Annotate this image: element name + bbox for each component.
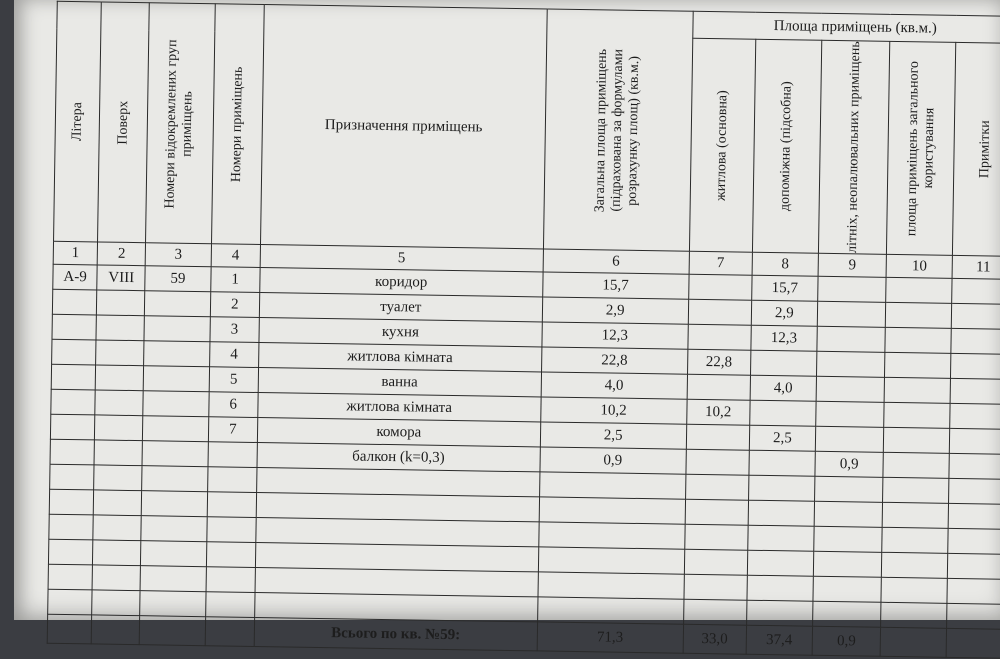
cell-notes	[951, 353, 1000, 379]
empty-cell	[141, 516, 207, 542]
total-notes-value	[946, 628, 1000, 658]
column-number: 7	[689, 251, 753, 275]
cell-notes	[950, 403, 1000, 429]
cell-notes	[952, 278, 1000, 304]
cell-notes	[949, 428, 1000, 454]
cell-living-area	[686, 424, 750, 450]
empty-cell	[947, 578, 1000, 604]
empty-cell	[948, 528, 1000, 554]
cell-living-area	[688, 274, 752, 300]
empty-cell	[537, 597, 683, 624]
empty-cell	[882, 502, 948, 528]
empty-cell	[748, 525, 814, 551]
cell-notes	[949, 453, 1000, 479]
cell-floor	[96, 315, 144, 341]
cell-living-area	[688, 299, 752, 325]
total-aux-value: 37,4	[746, 625, 812, 655]
empty-cell	[206, 542, 255, 568]
empty-cell	[48, 564, 93, 590]
empty-cell	[539, 472, 685, 499]
empty-cell	[94, 490, 142, 516]
empty-cell	[747, 575, 813, 601]
empty-cell	[812, 601, 881, 627]
total-label: Всього по кв. №59:	[254, 617, 537, 650]
column-number: 10	[886, 254, 952, 278]
cell-floor: VIII	[97, 265, 145, 291]
empty-cell	[92, 565, 140, 591]
cell-summer-area: 0,9	[815, 451, 884, 477]
cell-room-number: 5	[209, 367, 258, 393]
cell-living-area	[688, 324, 752, 350]
cell-room-purpose: житлова кімната	[258, 342, 541, 371]
empty-cell	[141, 541, 207, 567]
empty-cell	[814, 526, 883, 552]
room-area-table	[47, 1, 1000, 659]
empty-cell	[684, 574, 748, 600]
header-summer: літніх, неопалювальних приміщень	[818, 40, 890, 254]
header-auxiliary: допоміжна (підсобна)	[752, 39, 821, 253]
cell-floor	[95, 390, 143, 416]
empty-cell	[813, 576, 882, 602]
empty-cell	[48, 539, 93, 565]
cell-total-area: 2,5	[540, 422, 686, 449]
cell-notes	[951, 303, 1000, 329]
cell-common-area	[883, 452, 949, 478]
empty-cell	[539, 522, 685, 549]
empty-cell	[539, 497, 685, 524]
empty-cell	[948, 553, 1000, 579]
cell-group	[144, 341, 210, 367]
cell-floor	[97, 290, 145, 316]
empty-cell	[207, 492, 256, 518]
cell-aux-area	[750, 350, 816, 376]
cell-aux-area: 2,9	[751, 300, 817, 326]
cell-floor	[95, 415, 143, 441]
empty-cell	[881, 602, 947, 628]
cell-room-number: 2	[210, 292, 259, 318]
table-body	[48, 264, 1000, 629]
cell-group	[142, 441, 208, 467]
empty-cell	[685, 499, 749, 525]
empty-cell	[142, 466, 208, 492]
empty-cell	[883, 477, 949, 503]
cell-aux-area	[750, 400, 816, 426]
header-litera: Літера	[54, 1, 102, 242]
column-number: 11	[952, 255, 1000, 279]
cell-group	[144, 366, 210, 392]
column-number: 1	[53, 241, 98, 265]
empty-cell	[949, 478, 1000, 504]
cell-common-area	[885, 352, 951, 378]
cell-total-area: 15,7	[542, 272, 688, 299]
empty-cell	[814, 476, 883, 502]
cell-common-area	[886, 277, 952, 303]
header-room-numbers: Номери приміщень	[211, 4, 264, 245]
column-number: 8	[752, 252, 818, 276]
cell-living-area	[687, 374, 751, 400]
cell-summer-area	[816, 376, 885, 402]
empty-cell	[748, 475, 814, 501]
cell-room-purpose: ванна	[258, 367, 541, 396]
total-summer-value: 0,9	[812, 626, 881, 656]
empty-cell	[747, 550, 813, 576]
empty-cell	[93, 515, 141, 541]
cell-living-area	[686, 449, 750, 475]
cell-room-purpose: балкон (k=0,3)	[257, 442, 540, 471]
empty-cell	[206, 567, 255, 593]
empty-cell	[538, 572, 684, 599]
cell-room-number: 1	[210, 267, 259, 293]
column-number: 4	[211, 244, 260, 268]
empty-cell	[92, 590, 140, 616]
cell-room-number: 6	[209, 392, 258, 418]
empty-cell	[683, 599, 747, 625]
empty-cell	[48, 589, 93, 615]
cell-litera	[50, 414, 95, 440]
empty-cell	[748, 500, 814, 526]
cell-summer-area	[818, 276, 887, 302]
document-paper	[14, 0, 1000, 649]
cell-room-purpose: комора	[257, 417, 540, 446]
cell-floor	[94, 440, 142, 466]
cell-summer-area	[816, 401, 885, 427]
empty-cell	[207, 517, 256, 543]
header-total-area: Загальна площа приміщень (підрахована за формулами розрахунку площ) (кв.м.)	[543, 9, 693, 251]
empty-cell	[94, 465, 142, 491]
header-groups: Номери відокремлених груп приміщень	[146, 3, 215, 244]
empty-cell	[140, 591, 206, 617]
cell-aux-area: 2,5	[749, 425, 815, 451]
cell-room-purpose: туалет	[259, 293, 542, 322]
empty-cell	[814, 501, 883, 527]
cell-litera	[51, 364, 96, 390]
empty-cell	[207, 467, 256, 493]
cell-total-area: 12,3	[542, 322, 688, 349]
empty-cell	[684, 524, 748, 550]
empty-cell	[948, 503, 1000, 529]
cell-group	[143, 416, 209, 442]
empty-cell	[746, 600, 812, 626]
cell-common-area	[884, 402, 950, 428]
cell-litera	[50, 439, 95, 465]
cell-summer-area	[817, 326, 886, 352]
cell-common-area	[885, 327, 951, 353]
cell-aux-area: 12,3	[751, 325, 817, 351]
total-common-value	[880, 627, 946, 657]
total-area-value: 71,3	[537, 622, 683, 653]
empty-cell	[538, 547, 684, 574]
cell-aux-area	[749, 450, 815, 476]
empty-cell	[947, 603, 1000, 629]
empty-cell	[205, 592, 254, 618]
column-number: 5	[260, 245, 543, 272]
cell-group	[143, 391, 209, 417]
cell-room-purpose: кухня	[259, 317, 542, 346]
cell-total-area: 4,0	[541, 372, 687, 399]
column-number: 9	[818, 253, 887, 277]
empty-cell	[882, 552, 948, 578]
empty-cell	[50, 464, 95, 490]
cell-litera: А-9	[53, 264, 98, 290]
header-notes: Примітки	[953, 42, 1000, 256]
column-number: 6	[543, 249, 689, 274]
header-common: площа приміщень загального користування	[887, 41, 956, 255]
total-living-value: 33,0	[683, 624, 747, 654]
header-floor: Поверх	[98, 2, 150, 243]
cell-litera	[52, 314, 97, 340]
cell-floor	[96, 340, 144, 366]
cell-litera	[52, 289, 97, 315]
cell-group	[144, 316, 210, 342]
empty-cell	[93, 540, 141, 566]
header-living: житлова (основна)	[689, 38, 756, 252]
cell-summer-area	[815, 426, 884, 452]
cell-litera	[52, 339, 97, 365]
empty-cell	[49, 514, 94, 540]
column-number: 3	[146, 243, 212, 267]
cell-common-area	[886, 302, 952, 328]
document-sheet	[9, 0, 1000, 649]
header-area-group: Площа приміщень (кв.м.)	[692, 11, 1000, 43]
header-room-purpose: Призначення приміщень	[260, 5, 547, 249]
cell-room-number: 7	[208, 417, 257, 443]
empty-cell	[882, 527, 948, 553]
column-number: 2	[97, 242, 145, 266]
cell-summer-area	[816, 351, 885, 377]
cell-aux-area: 4,0	[750, 375, 816, 401]
empty-cell	[685, 474, 749, 500]
cell-litera	[51, 389, 96, 415]
cell-floor	[95, 365, 143, 391]
cell-room-purpose: коридор	[260, 268, 543, 297]
empty-cell	[813, 551, 882, 577]
cell-group	[145, 291, 211, 317]
cell-common-area	[884, 427, 950, 453]
cell-summer-area	[817, 301, 886, 327]
cell-room-purpose: житлова кімната	[258, 392, 541, 421]
cell-living-area: 10,2	[686, 399, 750, 425]
cell-notes	[950, 378, 1000, 404]
empty-cell	[684, 549, 748, 575]
cell-room-number: 4	[209, 342, 258, 368]
empty-cell	[142, 491, 208, 517]
empty-cell	[49, 489, 94, 515]
cell-total-area: 22,8	[541, 347, 687, 374]
empty-cell	[140, 566, 206, 592]
cell-total-area: 2,9	[542, 297, 688, 324]
cell-aux-area: 15,7	[752, 275, 818, 301]
cell-total-area: 0,9	[540, 447, 686, 474]
cell-room-number	[208, 442, 257, 468]
cell-living-area: 22,8	[687, 349, 751, 375]
cell-total-area: 10,2	[541, 397, 687, 424]
header-row-top	[57, 1, 1000, 43]
cell-common-area	[884, 377, 950, 403]
cell-group: 59	[145, 266, 211, 292]
empty-cell	[881, 577, 947, 603]
cell-notes	[951, 328, 1000, 354]
cell-room-number: 3	[210, 317, 259, 343]
